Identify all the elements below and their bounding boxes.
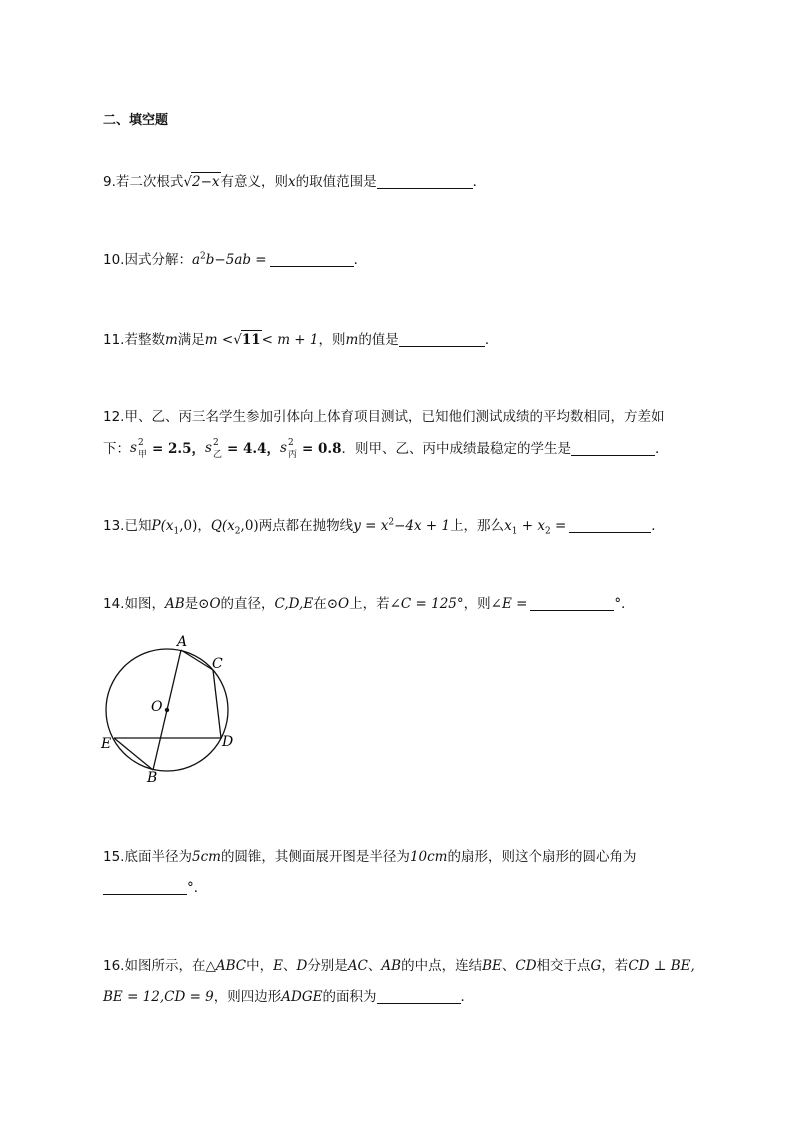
question-text: 分别是 (307, 958, 348, 974)
question-text: 若整数 (124, 332, 165, 348)
variance-value: = 0.8 (302, 441, 342, 457)
question-text: 、 (501, 958, 516, 974)
variance-subscript: 甲 (138, 450, 148, 460)
given-lengths: BE = 12,CD = 9 (103, 989, 214, 1005)
answer-blank[interactable] (103, 880, 187, 895)
sector-radius: 10cm (409, 849, 448, 865)
question-16-line-2 (103, 988, 474, 1006)
answer-blank[interactable] (377, 174, 473, 189)
question-text: 甲、乙、丙三名学生参加引体向上体育项目测试，已知他们测试成绩的平均数相同，方差如 (124, 409, 665, 425)
sum-expression: = (550, 518, 567, 534)
question-11 (103, 330, 498, 349)
section-title: 二、填空题 (103, 113, 169, 128)
question-text: 若二次根式 (115, 174, 184, 190)
variance-subscript: 丙 (288, 450, 298, 460)
label-o: O (151, 699, 163, 715)
question-text: 的圆锥，其侧面展开图是半径为 (220, 849, 410, 865)
question-text: 的扇形，则这个扇形的圆心角为 (447, 849, 637, 865)
punct: ． (655, 441, 669, 457)
answer-blank[interactable] (530, 596, 614, 611)
question-12 (103, 408, 664, 426)
math-expression: m < (204, 332, 234, 348)
question-15-line-2 (103, 879, 207, 897)
question-text: 下： (103, 441, 130, 457)
answer-blank[interactable] (377, 989, 461, 1004)
perpendicular-condition: CD ⊥ BE, (628, 958, 695, 974)
variable: m (345, 332, 359, 348)
segment-ac: AC (347, 958, 368, 974)
point-p: P(x (151, 518, 174, 534)
question-number: 13. (103, 518, 125, 534)
punct: ． (651, 518, 665, 534)
radicand: 11 (241, 332, 261, 348)
point-e: E (273, 958, 283, 974)
answer-blank[interactable] (399, 332, 485, 347)
question-12-line-2 (103, 439, 669, 458)
question-text: 如图， (124, 596, 165, 612)
exponent: 2 (388, 517, 395, 528)
question-15 (103, 848, 636, 866)
question-text: 满足 (177, 332, 205, 348)
question-text: 的面积为 (322, 989, 377, 1005)
question-number: 10. (103, 252, 125, 268)
triangle-abc: △ABC (205, 958, 247, 974)
subscript: 1 (173, 526, 180, 537)
circle-o: ⊙O (198, 596, 221, 612)
punct: ， (197, 518, 211, 534)
punct: °． (614, 596, 635, 612)
question-text: 上，若 (349, 596, 390, 612)
question-9 (103, 172, 486, 191)
label-a: A (177, 634, 188, 650)
quadrilateral-adge: ADGE (281, 989, 323, 1005)
variance-symbol: s 2 乙 (205, 439, 227, 455)
question-text: 是 (184, 596, 199, 612)
sqrt-expression: √11 (233, 332, 261, 348)
question-text: 底面半径为 (124, 849, 192, 865)
label-e: E (101, 736, 112, 752)
math-expression: < m + 1 (261, 332, 319, 348)
sum-expression: + x (517, 518, 545, 534)
variance-symbol: s 2 丙 (280, 439, 302, 455)
segment-ab: AB (164, 596, 185, 612)
segment-cd: CD (515, 958, 537, 974)
question-text: 如图所示，在 (124, 958, 206, 974)
point-p: ,0) (179, 518, 198, 534)
math-expression: b−5ab = (205, 252, 267, 268)
chord-ac (181, 650, 213, 670)
exponent: 2 (200, 251, 206, 262)
subscript: 2 (234, 526, 241, 537)
punct: ． (353, 252, 368, 268)
point-q: ,0) (240, 518, 259, 534)
question-text: 、 (367, 958, 382, 974)
question-10 (103, 251, 367, 269)
question-text: 中， (246, 958, 274, 974)
question-text: 两点都在抛物线 (258, 518, 354, 534)
point-d: D (296, 958, 308, 974)
question-text: 的中点，连结 (401, 958, 483, 974)
subscript: 1 (511, 526, 518, 537)
question-text: 的直径， (220, 596, 275, 612)
variable: m (164, 332, 178, 348)
question-text: ．则甲、乙、丙中成绩最稳定的学生是 (341, 441, 571, 457)
point-g: G (590, 958, 602, 974)
question-text: ，若 (601, 958, 629, 974)
angle-c: ∠C = 125° (389, 596, 464, 612)
label-d: D (222, 734, 234, 750)
question-text: ，则 (463, 596, 491, 612)
answer-blank[interactable] (270, 252, 354, 267)
question-text: 、 (282, 958, 297, 974)
question-number: 12. (103, 409, 125, 425)
question-text: 相交于点 (536, 958, 591, 974)
question-number: 14. (103, 596, 125, 612)
question-text: 的值是 (358, 332, 399, 348)
label-b: B (147, 770, 158, 786)
answer-blank[interactable] (569, 518, 651, 533)
question-number: 15. (103, 849, 125, 865)
question-text: 因式分解： (124, 252, 192, 268)
center-point-o (165, 708, 169, 712)
segment-be: BE (482, 958, 502, 974)
parabola-equation: −4x + 1 (394, 518, 451, 534)
question-text: 上，那么 (450, 518, 505, 534)
question-number: 9. (103, 174, 116, 190)
punct: ． (460, 989, 474, 1005)
variance-value: = 4.4， (227, 441, 280, 457)
circle-o: ⊙O (326, 596, 350, 612)
chord-eb (114, 738, 153, 770)
points-cde: C,D,E (274, 596, 314, 612)
variance-value: = 2.5， (152, 441, 205, 457)
parabola-equation: y = x (353, 518, 389, 534)
question-14 (103, 595, 635, 613)
question-text: 已知 (124, 518, 152, 534)
question-13 (103, 517, 665, 535)
point-q: Q(x (210, 518, 235, 534)
angle-e: ∠E = (490, 596, 528, 612)
variance-symbol: s 2 甲 (130, 439, 152, 455)
punct: ． (484, 332, 499, 348)
question-number: 16. (103, 958, 125, 974)
sum-expression: x (504, 518, 512, 534)
answer-blank[interactable] (571, 441, 655, 456)
punct: ． (472, 174, 487, 190)
sqrt-expression: √2−x (183, 174, 220, 190)
math-expression: a (191, 252, 201, 268)
question-text: 的取值范围是 (295, 174, 377, 190)
variable: x (288, 174, 296, 190)
question-text: ，则四边形 (213, 989, 282, 1005)
question-text: 有意义，则 (220, 174, 289, 190)
radicand: 2−x (192, 174, 220, 190)
segment-ab: AB (381, 958, 402, 974)
base-radius: 5cm (191, 849, 221, 865)
question-text: ，则 (318, 332, 346, 348)
variance-subscript: 乙 (213, 450, 223, 460)
question-text: 在 (313, 596, 327, 612)
geometry-figure (95, 630, 245, 790)
subscript: 2 (544, 526, 551, 537)
punct: °． (187, 880, 208, 896)
question-number: 11. (103, 332, 125, 348)
question-16 (103, 957, 695, 975)
label-c: C (212, 656, 223, 672)
